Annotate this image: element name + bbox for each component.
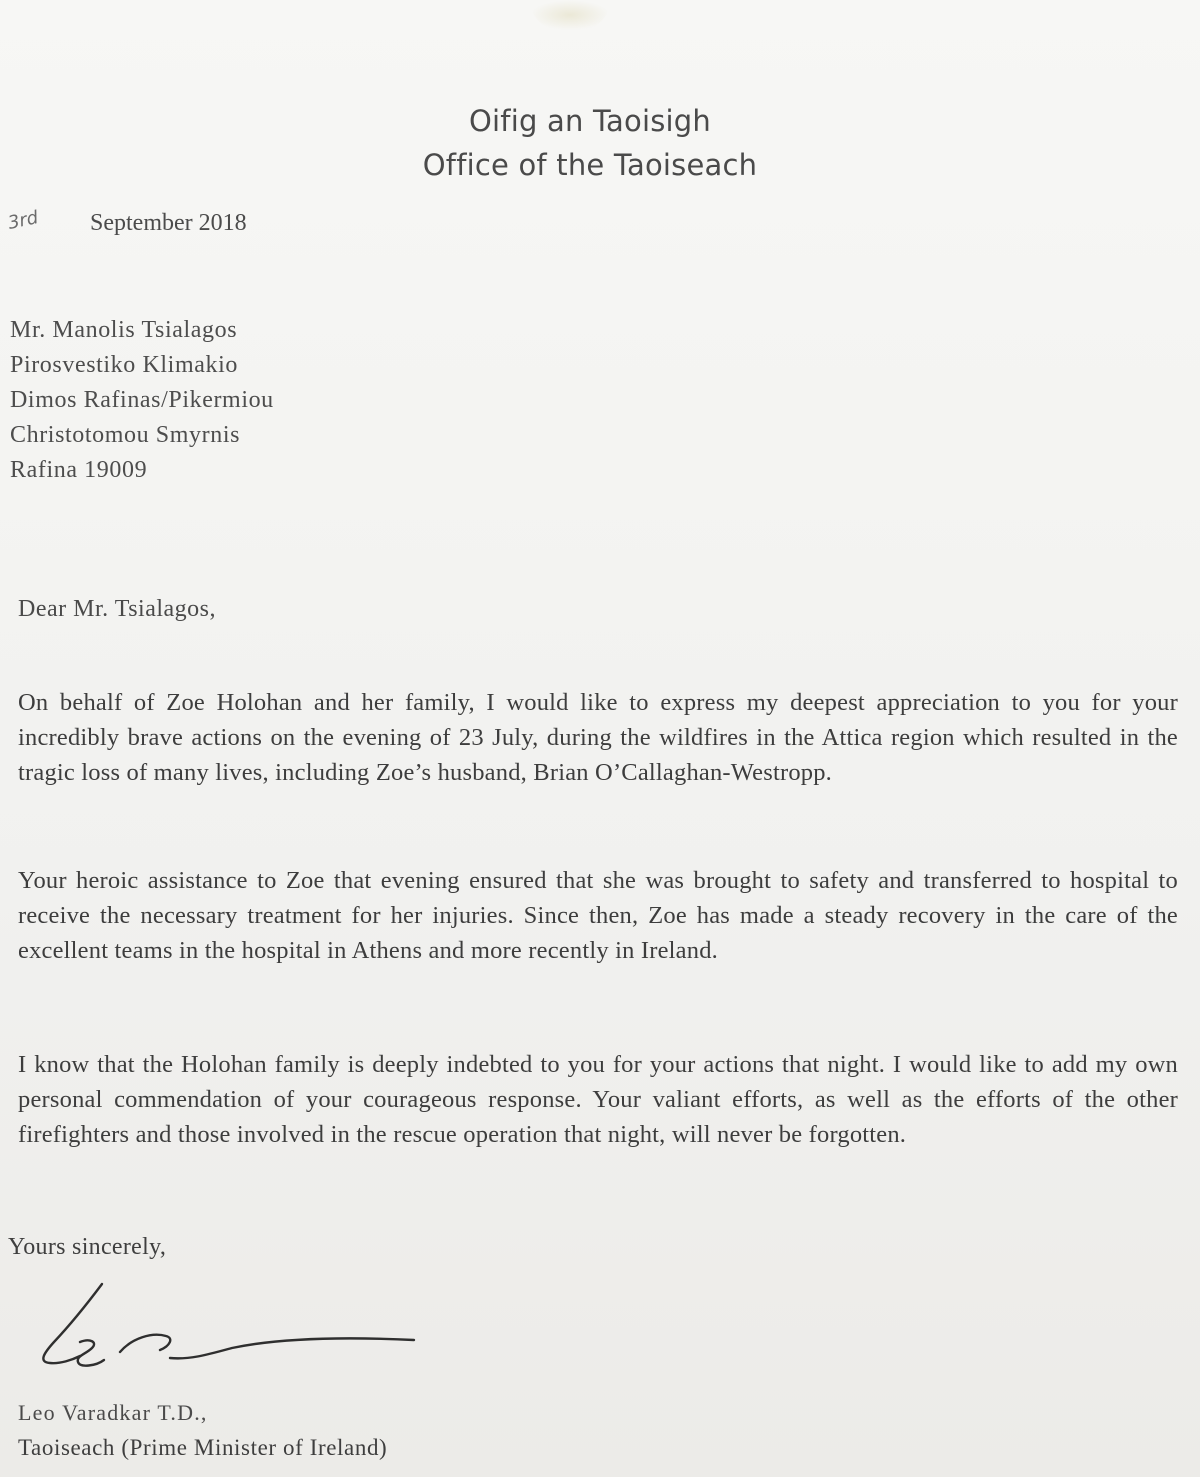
address-line: Rafina 19009 xyxy=(10,457,148,483)
letterhead-english-title: Office of the Taoiseach xyxy=(422,148,758,182)
signer-title: Taoiseach (Prime Minister of Ireland) xyxy=(18,1435,388,1460)
signer-name: Leo Varadkar T.D., xyxy=(18,1400,208,1425)
handwritten-signature xyxy=(20,1280,440,1380)
address-line: Christotomou Smyrnis xyxy=(10,422,241,448)
date-handwritten-day: 3rd xyxy=(6,207,41,234)
address-line: Dimos Rafinas/Pikermiou xyxy=(10,387,274,413)
address-line: Pirosvestiko Klimakio xyxy=(10,352,238,378)
body-paragraph-2: Your heroic assistance to Zoe that evening ensured that she was brought to safety and transferred to hospital to receive the necessary treatment for her injuries. Since then, Zoe has made a steady recovery in the care of the excellent teams in the hospital in Athens and more recently in Ireland. xyxy=(18,866,1178,964)
closing: Yours sincerely, xyxy=(8,1234,167,1260)
crest-watermark xyxy=(530,0,610,30)
body-paragraph-3: I know that the Holohan family is deeply indebted to you for your actions that night. I would like to add my own personal commendation of your courageous response. Your valiant efforts, as well as the efforts of the other firefighters and those involved in the rescue operation that night, will never be forgotten. xyxy=(18,1050,1178,1148)
address-line: Mr. Manolis Tsialagos xyxy=(10,317,238,343)
letterhead-irish-title: Oifig an Taoisigh xyxy=(469,104,711,138)
recipient-address xyxy=(10,313,274,488)
date-text: September 2018 xyxy=(90,210,247,236)
body-paragraph-1: On behalf of Zoe Holohan and her family, I would like to express my deepest appreciation to you for your incredibly brave actions on the evening of 23 July, during the wildfires in the Attica region which resulted in the tragic loss of many lives, including Zoe’s husband, Brian O’Callaghan-Westropp. xyxy=(18,688,1178,786)
salutation: Dear Mr. Tsialagos, xyxy=(18,596,217,622)
